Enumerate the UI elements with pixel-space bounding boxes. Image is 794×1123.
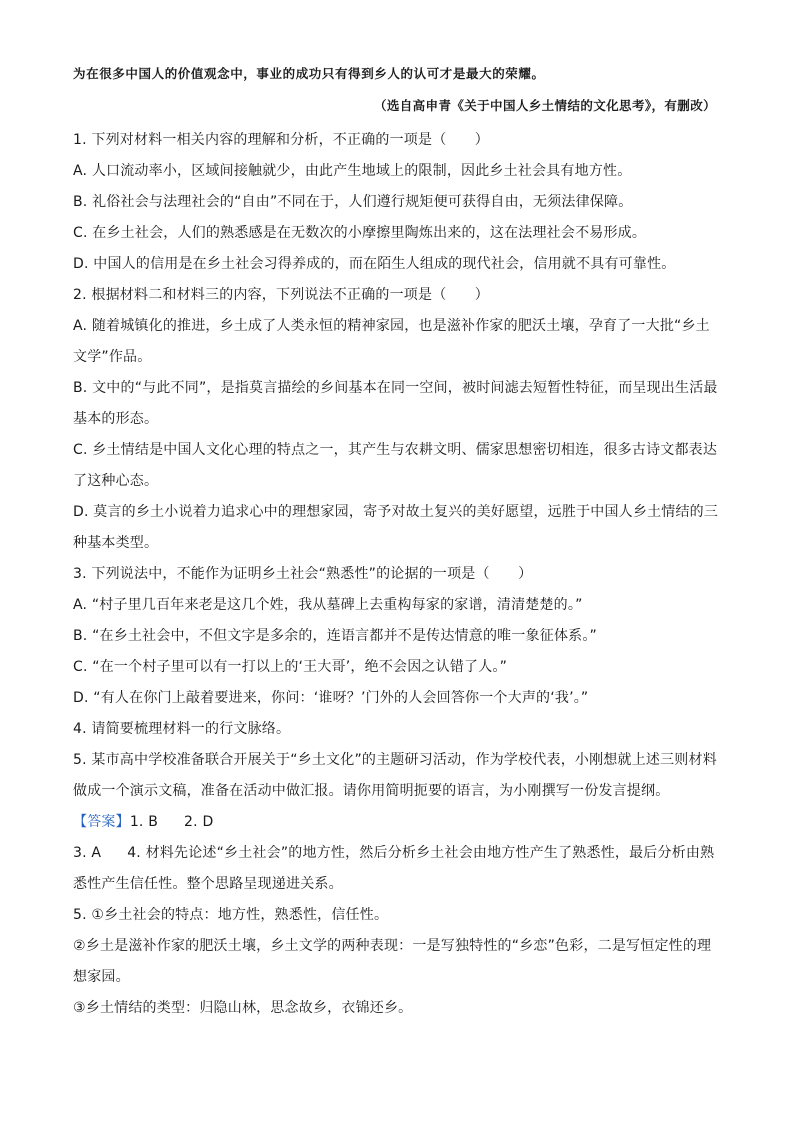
answer-4: 4. 材料先论述“乡土社会”的地方性，然后分析乡土社会由地方性产生了熟悉性，最后分析由熟 [127,845,715,861]
material-source: （选自高申青《关于中国人乡土情结的文化思考》，有删改） [373,98,716,113]
question-2-option-a: A. 随着城镇化的推进，乡土成了人类永恒的精神家园，也是滋补作家的肥沃土壤，孕育了一大批“乡土 [73,318,710,334]
question-3-option-d: D. “有人在你门上敲着要进来，你问：‘谁呀？’门外的人会回答你一个大声的‘我’。” [73,690,589,706]
question-1-stem: 1. 下列对材料一相关内容的理解和分析，不正确的一项是（ ） [73,132,490,148]
answer-2: 2. D [184,814,214,830]
question-4-stem: 4. 请简要梳理材料一的行文脉络。 [73,721,291,737]
question-3-option-c: C. “在一个村子里可以有一打以上的‘王大哥’，绝不会因之认错了人。” [73,659,508,675]
answer-5-item-2-cont: 想家园。 [73,969,130,985]
question-2-option-c: C. 乡土情结是中国人文化心理的特点之一，其产生与农耕文明、儒家思想密切相连，很多古诗文都表达 [73,442,718,458]
question-1-option-b: B. 礼俗社会与法理社会的“自由”不同在于，人们遵行规矩便可获得自由，无须法律保障。 [73,194,633,210]
answer-line-1 [73,812,725,832]
question-3-option-b: B. “在乡土社会中，不但文字是多余的，连语言都并不是传达情意的唯一象征体系。” [73,628,598,644]
answer-line-2 [73,843,725,863]
answer-1: 1. B [129,814,159,830]
answer-5-item-1: 5. ①乡土社会的特点：地方性，熟悉性，信任性。 [73,907,389,923]
material-closing-line: 为在很多中国人的价值观念中，事业的成功只有得到乡人的认可才是最大的荣耀。 [73,66,545,81]
answer-3: 3. A [73,845,102,861]
question-1-option-a: A. 人口流动率小，区域间接触就少，由此产生地域上的限制，因此乡土社会具有地方性。 [73,163,632,179]
question-5-stem: 5. 某市高中学校准备联合开展关于“乡土文化”的主题研习活动，作为学校代表，小刚想就上述三则材料 [73,752,717,768]
question-2-option-b: B. 文中的“与此不同”，是指莫言描绘的乡间基本在同一空间，被时间滤去短暂性特征，而呈现出生活最 [73,380,718,396]
answer-4-cont: 悉性产生信任性。整个思路呈现递进关系。 [73,876,343,892]
answer-tag: 【答案】 [73,814,130,830]
answer-5-item-3: ③乡土情结的类型：归隐山林，思念故乡，衣锦还乡。 [73,1000,413,1016]
question-1-option-d: D. 中国人的信用是在乡土社会习得养成的，而在陌生人组成的现代社会，信用就不具有可靠性。 [73,256,676,272]
question-2-option-d-cont: 种基本类型。 [73,535,159,551]
question-3-option-a: A. “村子里几百年来老是这几个姓，我从墓碑上去重构每家的家谱，清清楚楚的。” [73,597,583,613]
question-2-option-d: D. 莫言的乡土小说着力追求心中的理想家园，寄予对故土复兴的美好愿望，远胜于中国人乡土情结的三 [73,504,719,520]
question-2-option-c-cont: 了这种心态。 [73,473,159,489]
question-3-stem: 3. 下列说法中，不能作为证明乡土社会“熟悉性”的论据的一项是（ ） [73,566,533,582]
question-1-option-c: C. 在乡土社会，人们的熟悉感是在无数次的小摩擦里陶炼出来的，这在法理社会不易形成。 [73,225,647,241]
question-2-option-a-cont: 文学”作品。 [73,349,152,365]
question-5-stem-cont: 做成一个演示文稿，准备在活动中做汇报。请你用简明扼要的语言，为小刚撰写一份发言提纲。 [73,783,670,799]
answer-5-item-2: ②乡土是滋补作家的肥沃土壤，乡土文学的两种表现：一是写独特性的“乡恋”色彩，二是写恒定性的理 [73,938,712,954]
question-2-option-b-cont: 基本的形态。 [73,411,159,427]
question-2-stem: 2. 根据材料二和材料三的内容，下列说法不正确的一项是（ ） [73,287,490,303]
